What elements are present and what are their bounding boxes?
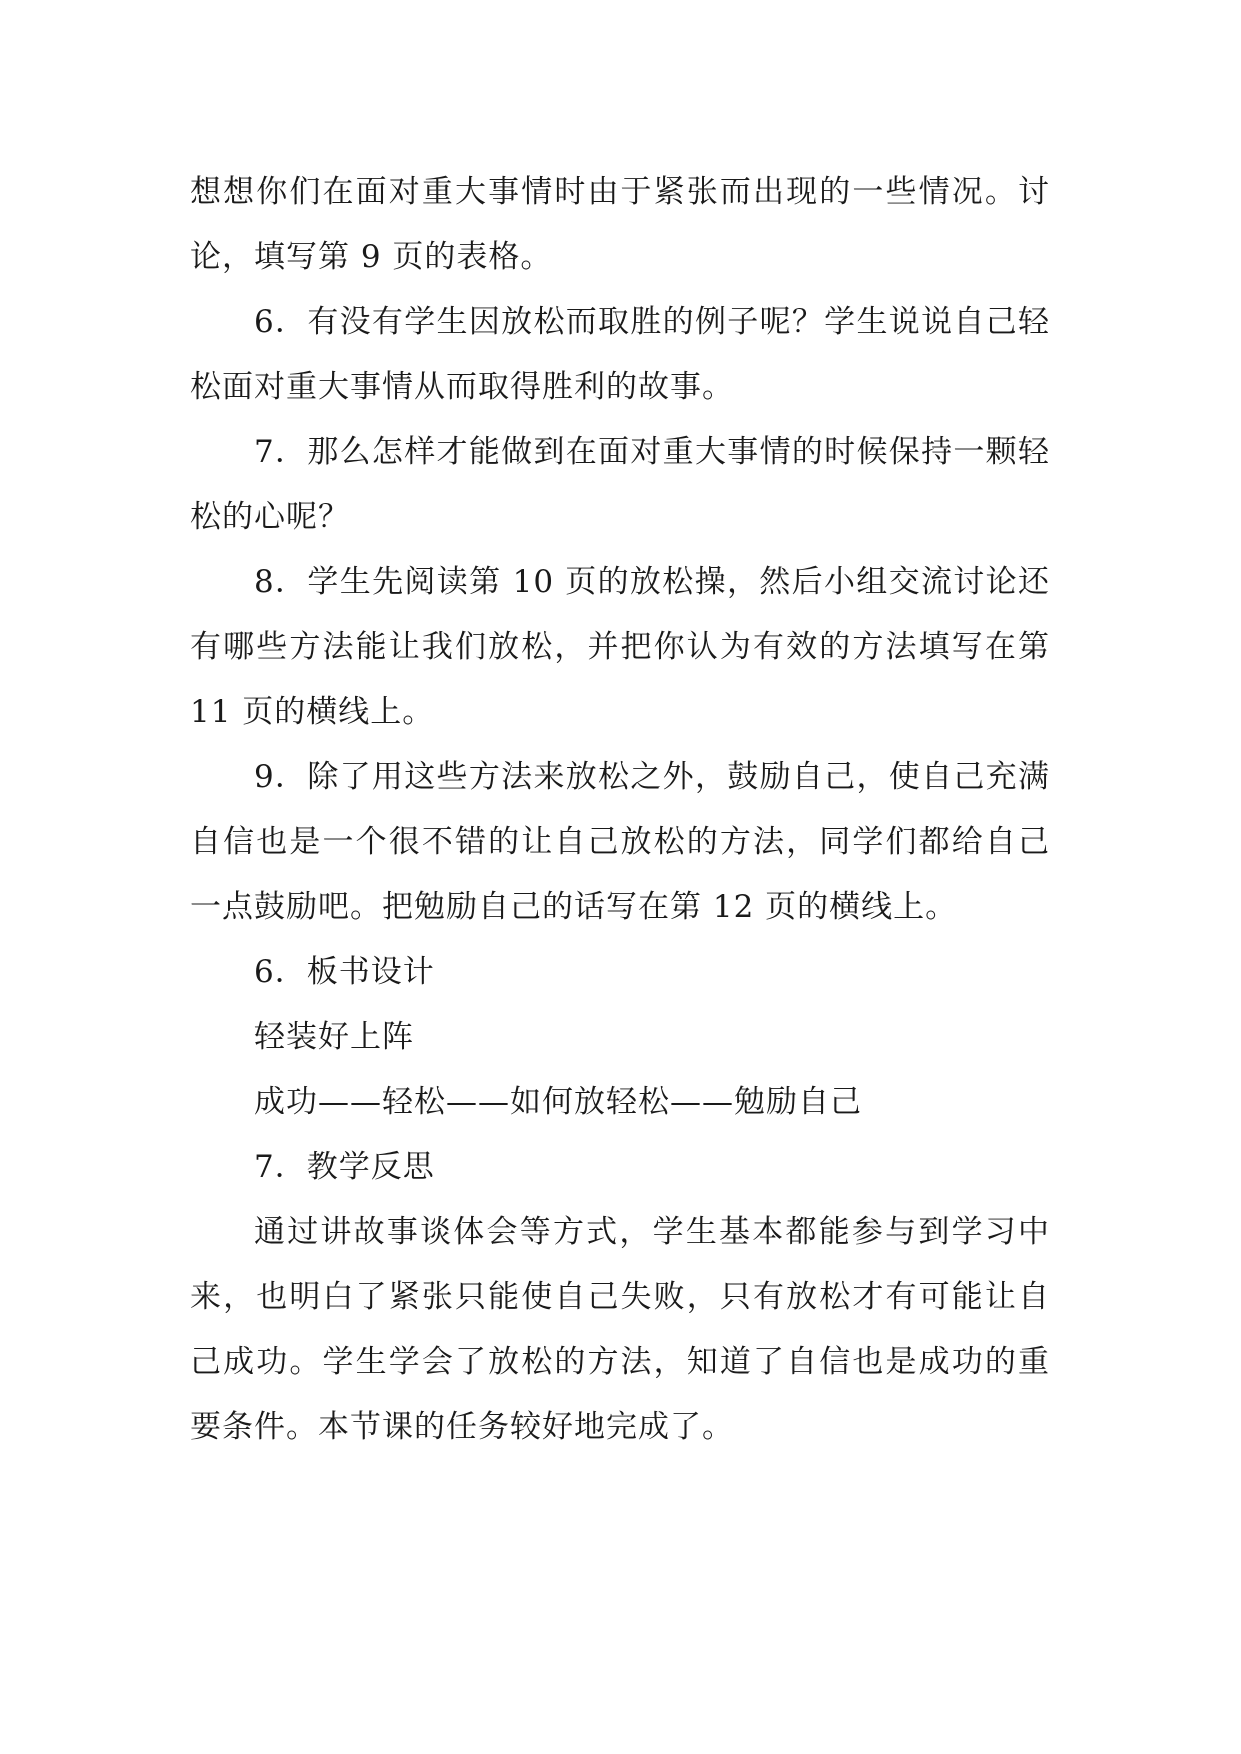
paragraph-step-7-question: 7．那么怎样才能做到在面对重大事情的时候保持一颗轻松的心呢？: [190, 434, 1050, 535]
document-body: [190, 160, 1050, 1460]
section-heading-board-design: 6．板书设计: [254, 954, 435, 990]
board-design-flow: 成功——轻松——如何放轻松——勉励自己: [254, 1084, 862, 1120]
paragraph-step-6-relax-examples: 6．有没有学生因放松而取胜的例子呢？学生说说自己轻松面对重大事情从而取得胜利的故事。: [190, 304, 1050, 405]
section-heading-reflection: 7．教学反思: [254, 1149, 435, 1185]
paragraph-reflection: 通过讲故事谈体会等方式，学生基本都能参与到学习中来，也明白了紧张只能使自己失败，只有放松才有可能让自己成功。学生学会了放松的方法，知道了自信也是成功的重要条件。本节课的任务较好地完成了。: [190, 1214, 1050, 1445]
paragraph-step-8-relax-exercise: 8．学生先阅读第 10 页的放松操，然后小组交流讨论还有哪些方法能让我们放松，并把你认为有效的方法填写在第 11 页的横线上。: [190, 564, 1050, 730]
paragraph-step-9-encouragement: 9．除了用这些方法来放松之外，鼓励自己，使自己充满自信也是一个很不错的让自己放松的方法，同学们都给自己一点鼓励吧。把勉励自己的话写在第 12 页的横线上。: [190, 759, 1050, 925]
paragraph-table-discussion: 想想你们在面对重大事情时由于紧张而出现的一些情况。讨论，填写第 9 页的表格。: [190, 174, 1050, 275]
board-design-title: 轻装好上阵: [254, 1019, 414, 1055]
